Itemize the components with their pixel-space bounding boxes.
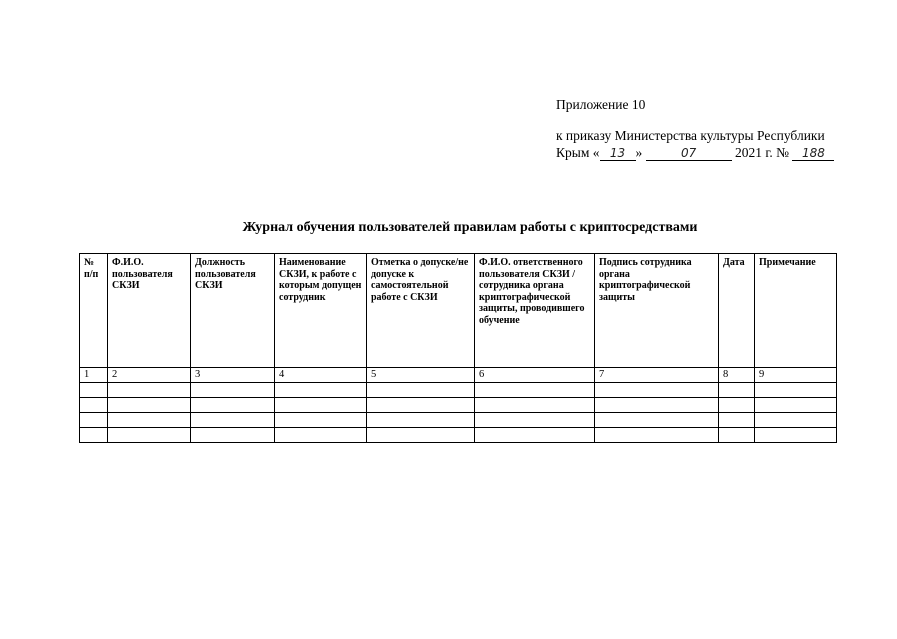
column-number: 8	[719, 368, 755, 383]
empty-cell	[475, 427, 595, 442]
empty-cell	[475, 397, 595, 412]
column-number: 3	[191, 368, 275, 383]
empty-cell	[719, 397, 755, 412]
order-reference: к приказу Министерства культуры Республики	[556, 128, 825, 143]
empty-cell	[595, 397, 719, 412]
empty-cell	[275, 397, 367, 412]
empty-cell	[80, 397, 108, 412]
column-number-row	[80, 368, 837, 383]
empty-cell	[191, 382, 275, 397]
column-number: 6	[475, 368, 595, 383]
empty-cell	[367, 412, 475, 427]
table-row	[80, 382, 837, 397]
header-date: Дата	[719, 254, 755, 368]
appendix-block	[556, 96, 876, 161]
header-number: № п/п	[80, 254, 108, 368]
empty-cell	[108, 427, 191, 442]
order-day: 13	[600, 146, 636, 161]
header-row	[80, 254, 837, 368]
order-date-mid: »	[635, 145, 643, 160]
order-month: 07	[646, 146, 732, 161]
table-row	[80, 412, 837, 427]
empty-cell	[191, 397, 275, 412]
empty-cell	[595, 427, 719, 442]
empty-cell	[191, 412, 275, 427]
header-signature: Подпись сотрудника органа криптографической защиты	[595, 254, 719, 368]
empty-cell	[719, 412, 755, 427]
empty-cell	[755, 427, 837, 442]
empty-cell	[108, 382, 191, 397]
order-number: 188	[792, 146, 834, 161]
empty-cell	[80, 412, 108, 427]
empty-cell	[108, 397, 191, 412]
header-responsible-name: Ф.И.О. ответственного пользователя СКЗИ / сотрудника органа криптографической защиты, проводившего обучение	[475, 254, 595, 368]
header-position: Должность пользователя СКЗИ	[191, 254, 275, 368]
column-number: 5	[367, 368, 475, 383]
empty-cell	[755, 397, 837, 412]
empty-cell	[719, 427, 755, 442]
empty-cell	[275, 427, 367, 442]
column-number: 2	[108, 368, 191, 383]
column-number: 9	[755, 368, 837, 383]
empty-cell	[595, 412, 719, 427]
order-year-text: 2021 г. №	[735, 145, 790, 160]
order-date-line	[556, 144, 876, 161]
header-note: Примечание	[755, 254, 837, 368]
column-number: 4	[275, 368, 367, 383]
order-date-prefix: Крым «	[556, 145, 600, 160]
header-skzi-name: Наименование СКЗИ, к работе с которым допущен сотрудник	[275, 254, 367, 368]
journal-table	[79, 253, 837, 443]
column-number: 7	[595, 368, 719, 383]
empty-cell	[475, 412, 595, 427]
empty-cell	[275, 382, 367, 397]
empty-cell	[719, 382, 755, 397]
empty-cell	[367, 382, 475, 397]
empty-cell	[80, 382, 108, 397]
table-row	[80, 427, 837, 442]
empty-cell	[275, 412, 367, 427]
empty-cell	[475, 382, 595, 397]
column-number: 1	[80, 368, 108, 383]
empty-cell	[108, 412, 191, 427]
empty-cell	[367, 397, 475, 412]
empty-cell	[595, 382, 719, 397]
empty-cell	[191, 427, 275, 442]
empty-cell	[80, 427, 108, 442]
empty-cell	[755, 412, 837, 427]
spacer	[556, 113, 876, 127]
table-row	[80, 397, 837, 412]
empty-cell	[367, 427, 475, 442]
journal-title: Журнал обучения пользователей правилам работы с криптосредствами	[242, 220, 698, 235]
header-user-name: Ф.И.О. пользователя СКЗИ	[108, 254, 191, 368]
header-admission-mark: Отметка о допуске/не допуске к самостоятельной работе с СКЗИ	[367, 254, 475, 368]
appendix-title: Приложение 10	[556, 97, 646, 112]
empty-cell	[755, 382, 837, 397]
